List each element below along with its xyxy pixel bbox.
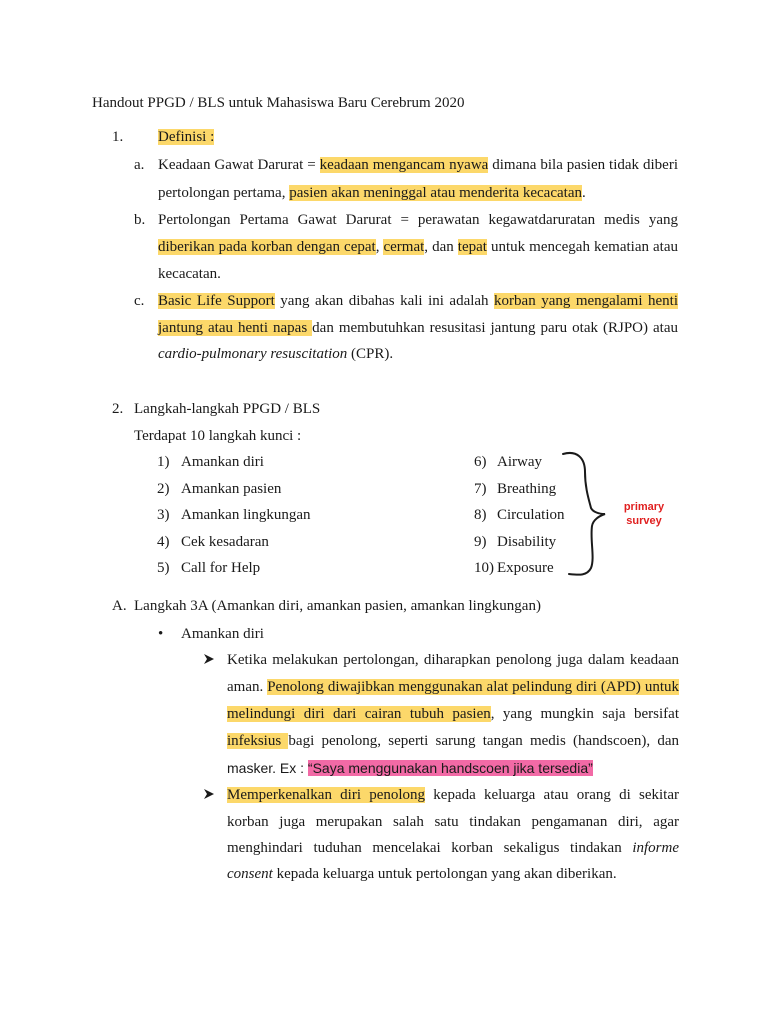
section-2-heading: Langkah-langkah PPGD / BLS [134, 401, 321, 417]
step-9-number: 9) [474, 534, 487, 550]
primary-survey-annotation [612, 500, 676, 528]
step-1-label: Amankan diri [181, 454, 264, 470]
section-1-heading: Definisi : [158, 129, 215, 145]
p1-line-1: Ketika melakukan pertolongan, diharapkan penolong juga dalam keadaan [227, 652, 679, 668]
step-3-number: 3) [157, 507, 170, 523]
step-10-number: 10) [474, 560, 494, 576]
step-9-label: Disability [497, 534, 557, 550]
section-a-heading: Langkah 3A (Amankan diri, amankan pasien, amankan lingkungan) [134, 598, 541, 614]
arrow-bullet-icon [203, 788, 215, 805]
step-2-label: Amankan pasien [181, 481, 282, 497]
p2-line-3: menghindari tuduhan mencelakai korban sekaligus tindakan informe [227, 840, 679, 856]
step-5-number: 5) [157, 560, 170, 576]
step-6-number: 6) [474, 454, 487, 470]
item-b-line-1: Pertolongan Pertama Gawat Darurat = perawatan kegawatdaruratan medis yang [158, 212, 678, 228]
step-1-number: 1) [157, 454, 170, 470]
p2-line-2: korban juga merupakan salah satu tindakan pengamanan diri, agar [227, 814, 679, 830]
arrow-bullet-icon [203, 653, 215, 670]
p1-line-3: melindungi diri dari cairan tubuh pasien, yang mungkin saja bersifat [227, 706, 679, 722]
step-7-label: Breathing [497, 481, 557, 497]
item-c-marker: c. [134, 293, 145, 309]
item-b-marker: b. [134, 212, 146, 228]
brace-stroke [563, 453, 605, 575]
section-2-number: 2. [112, 401, 124, 417]
section-2-intro: Terdapat 10 langkah kunci : [134, 428, 302, 444]
curly-brace-annotation [555, 448, 615, 583]
item-a-marker: a. [134, 157, 145, 173]
step-8-number: 8) [474, 507, 487, 523]
step-2-number: 2) [157, 481, 170, 497]
bullet-amankan-diri: Amankan diri [181, 626, 264, 642]
p1-line-4: infeksius bagi penolong, seperti sarung tangan medis (handscoen), dan [227, 733, 679, 749]
document-title: Handout PPGD / BLS untuk Mahasiswa Baru Cerebrum 2020 [92, 95, 465, 111]
step-8-label: Circulation [497, 507, 565, 523]
item-c-line-2: jantung atau henti napas dan membutuhkan resusitasi jantung paru otak (RJPO) atau [158, 320, 679, 336]
section-1-number: 1. [112, 129, 124, 145]
p2-line-1: Memperkenalkan diri penolong kepada keluarga atau orang di sekitar [227, 787, 679, 803]
p1-line-5: masker. Ex : “Saya menggunakan handscoen jika tersedia” [227, 760, 593, 776]
step-4-label: Cek kesadaran [181, 534, 269, 550]
item-b-line-2: diberikan pada korban dengan cepat, cermat, dan tepat untuk mencegah kematian atau [158, 239, 678, 255]
section-a-marker: A. [112, 598, 127, 614]
item-a-line-1: Keadaan Gawat Darurat = keadaan mengancam nyawa dimana bila pasien tidak diberi [158, 157, 678, 173]
item-c-line-1: Basic Life Support yang akan dibahas kali ini adalah korban yang mengalami henti [158, 293, 678, 309]
step-3-label: Amankan lingkungan [181, 507, 311, 523]
step-5-label: Call for Help [181, 560, 261, 576]
item-b-line-3: kecacatan. [158, 266, 221, 282]
annotation-line-2: survey [626, 515, 662, 527]
step-7-number: 7) [474, 481, 487, 497]
step-6-label: Airway [497, 454, 542, 470]
item-c-line-3: cardio-pulmonary resuscitation (CPR). [158, 346, 394, 362]
annotation-line-1: primary [623, 501, 665, 513]
p2-line-4: consent kepada keluarga untuk pertolongan yang akan diberikan. [227, 866, 617, 882]
step-10-label: Exposure [497, 560, 554, 576]
step-4-number: 4) [157, 534, 170, 550]
item-a-line-2: pertolongan pertama, pasien akan meninggal atau menderita kecacatan. [158, 185, 586, 201]
bullet-dot-icon: • [158, 626, 164, 642]
p1-line-2: aman. Penolong diwajibkan menggunakan alat pelindung diri (APD) untuk [227, 679, 679, 695]
